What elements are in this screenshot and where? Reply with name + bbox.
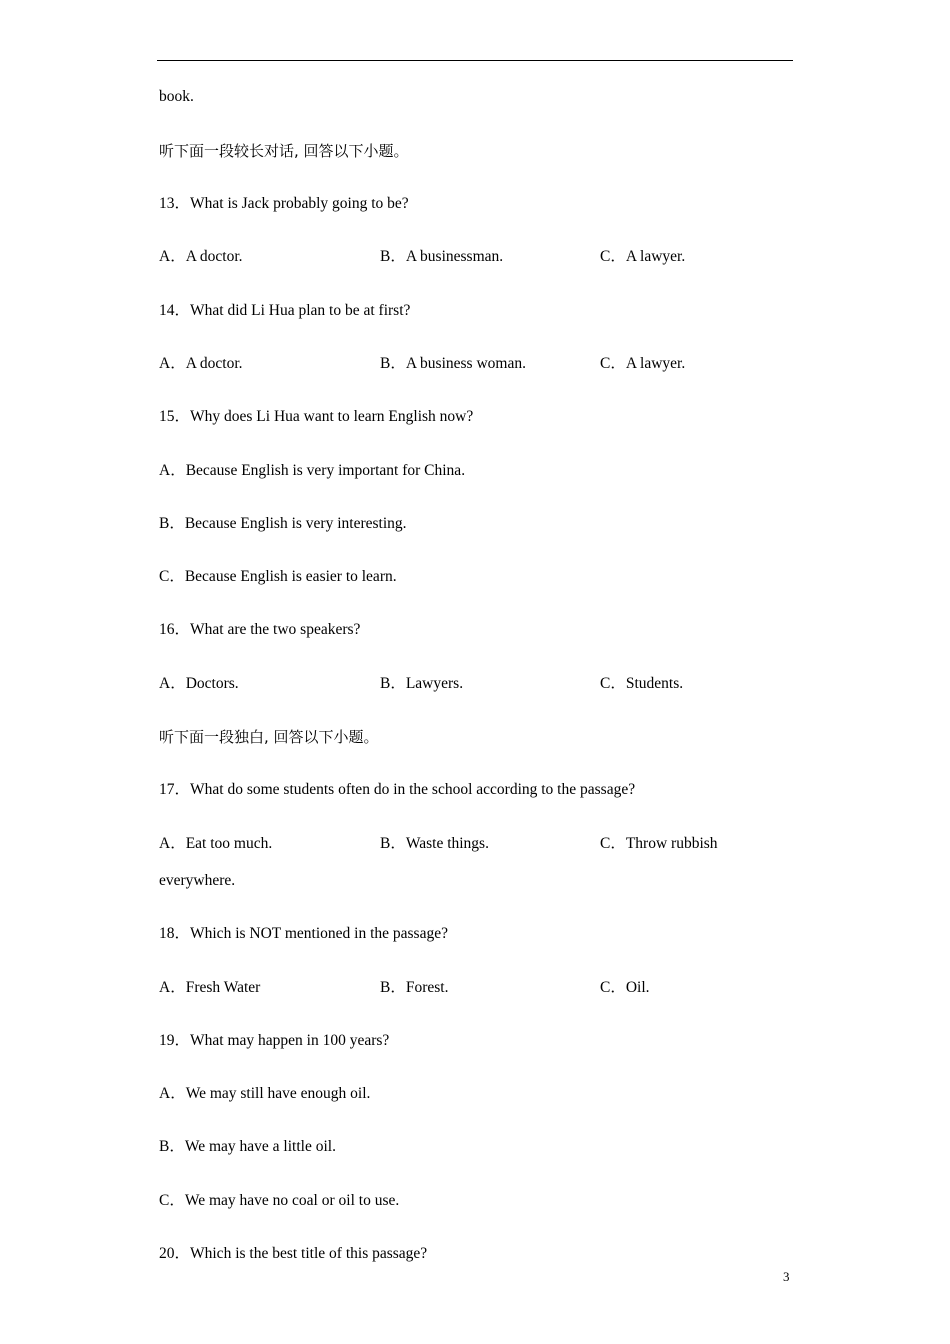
question-17-option-c: C．Throw rubbish xyxy=(600,835,718,852)
question-15-option-a: A．Because English is very important for China. xyxy=(159,462,466,479)
continuation-text: book. xyxy=(159,88,194,105)
question-16-option-c: C．Students. xyxy=(600,675,684,692)
question-15-option-b: B．Because English is very interesting. xyxy=(159,515,407,532)
question-18-option-c: C．Oil. xyxy=(600,979,650,996)
question-15-stem: 15．Why does Li Hua want to learn English now? xyxy=(159,408,474,425)
question-14-option-c: C．A lawyer. xyxy=(600,355,686,372)
question-18-option-b: B．Forest. xyxy=(380,979,449,996)
question-20-stem: 20．Which is the best title of this passage? xyxy=(159,1245,428,1262)
question-16-stem: 16．What are the two speakers? xyxy=(159,621,361,638)
question-18-stem: 18．Which is NOT mentioned in the passage? xyxy=(159,925,448,942)
question-19-option-c: C．We may have no coal or oil to use. xyxy=(159,1192,400,1209)
question-13-option-c: C．A lawyer. xyxy=(600,248,686,265)
question-19-option-b: B．We may have a little oil. xyxy=(159,1138,336,1155)
question-17-option-a: A．Eat too much. xyxy=(159,835,273,852)
question-13-option-b: B．A businessman. xyxy=(380,248,504,265)
question-15-option-c: C．Because English is easier to learn. xyxy=(159,568,397,585)
question-17-stem: 17．What do some students often do in the school according to the passage? xyxy=(159,781,636,798)
question-14-option-a: A．A doctor. xyxy=(159,355,243,372)
page-number: 3 xyxy=(783,1269,790,1284)
header-rule xyxy=(157,60,793,61)
question-13-option-a: A．A doctor. xyxy=(159,248,243,265)
section-instruction-dialogue: 听下面一段较长对话, 回答以下小题。 xyxy=(159,142,409,160)
question-13-stem: 13．What is Jack probably going to be? xyxy=(159,195,409,212)
question-14-stem: 14．What did Li Hua plan to be at first? xyxy=(159,302,411,319)
question-19-stem: 19．What may happen in 100 years? xyxy=(159,1032,390,1049)
question-17-option-b: B．Waste things. xyxy=(380,835,489,852)
question-16-option-a: A．Doctors. xyxy=(159,675,239,692)
question-19-option-a: A．We may still have enough oil. xyxy=(159,1085,371,1102)
question-14-option-b: B．A business woman. xyxy=(380,355,526,372)
section-instruction-monologue: 听下面一段独白, 回答以下小题。 xyxy=(159,728,379,746)
question-18-option-a: A．Fresh Water xyxy=(159,979,261,996)
question-16-option-b: B．Lawyers. xyxy=(380,675,464,692)
question-17-option-c-wrap: everywhere. xyxy=(159,872,236,889)
